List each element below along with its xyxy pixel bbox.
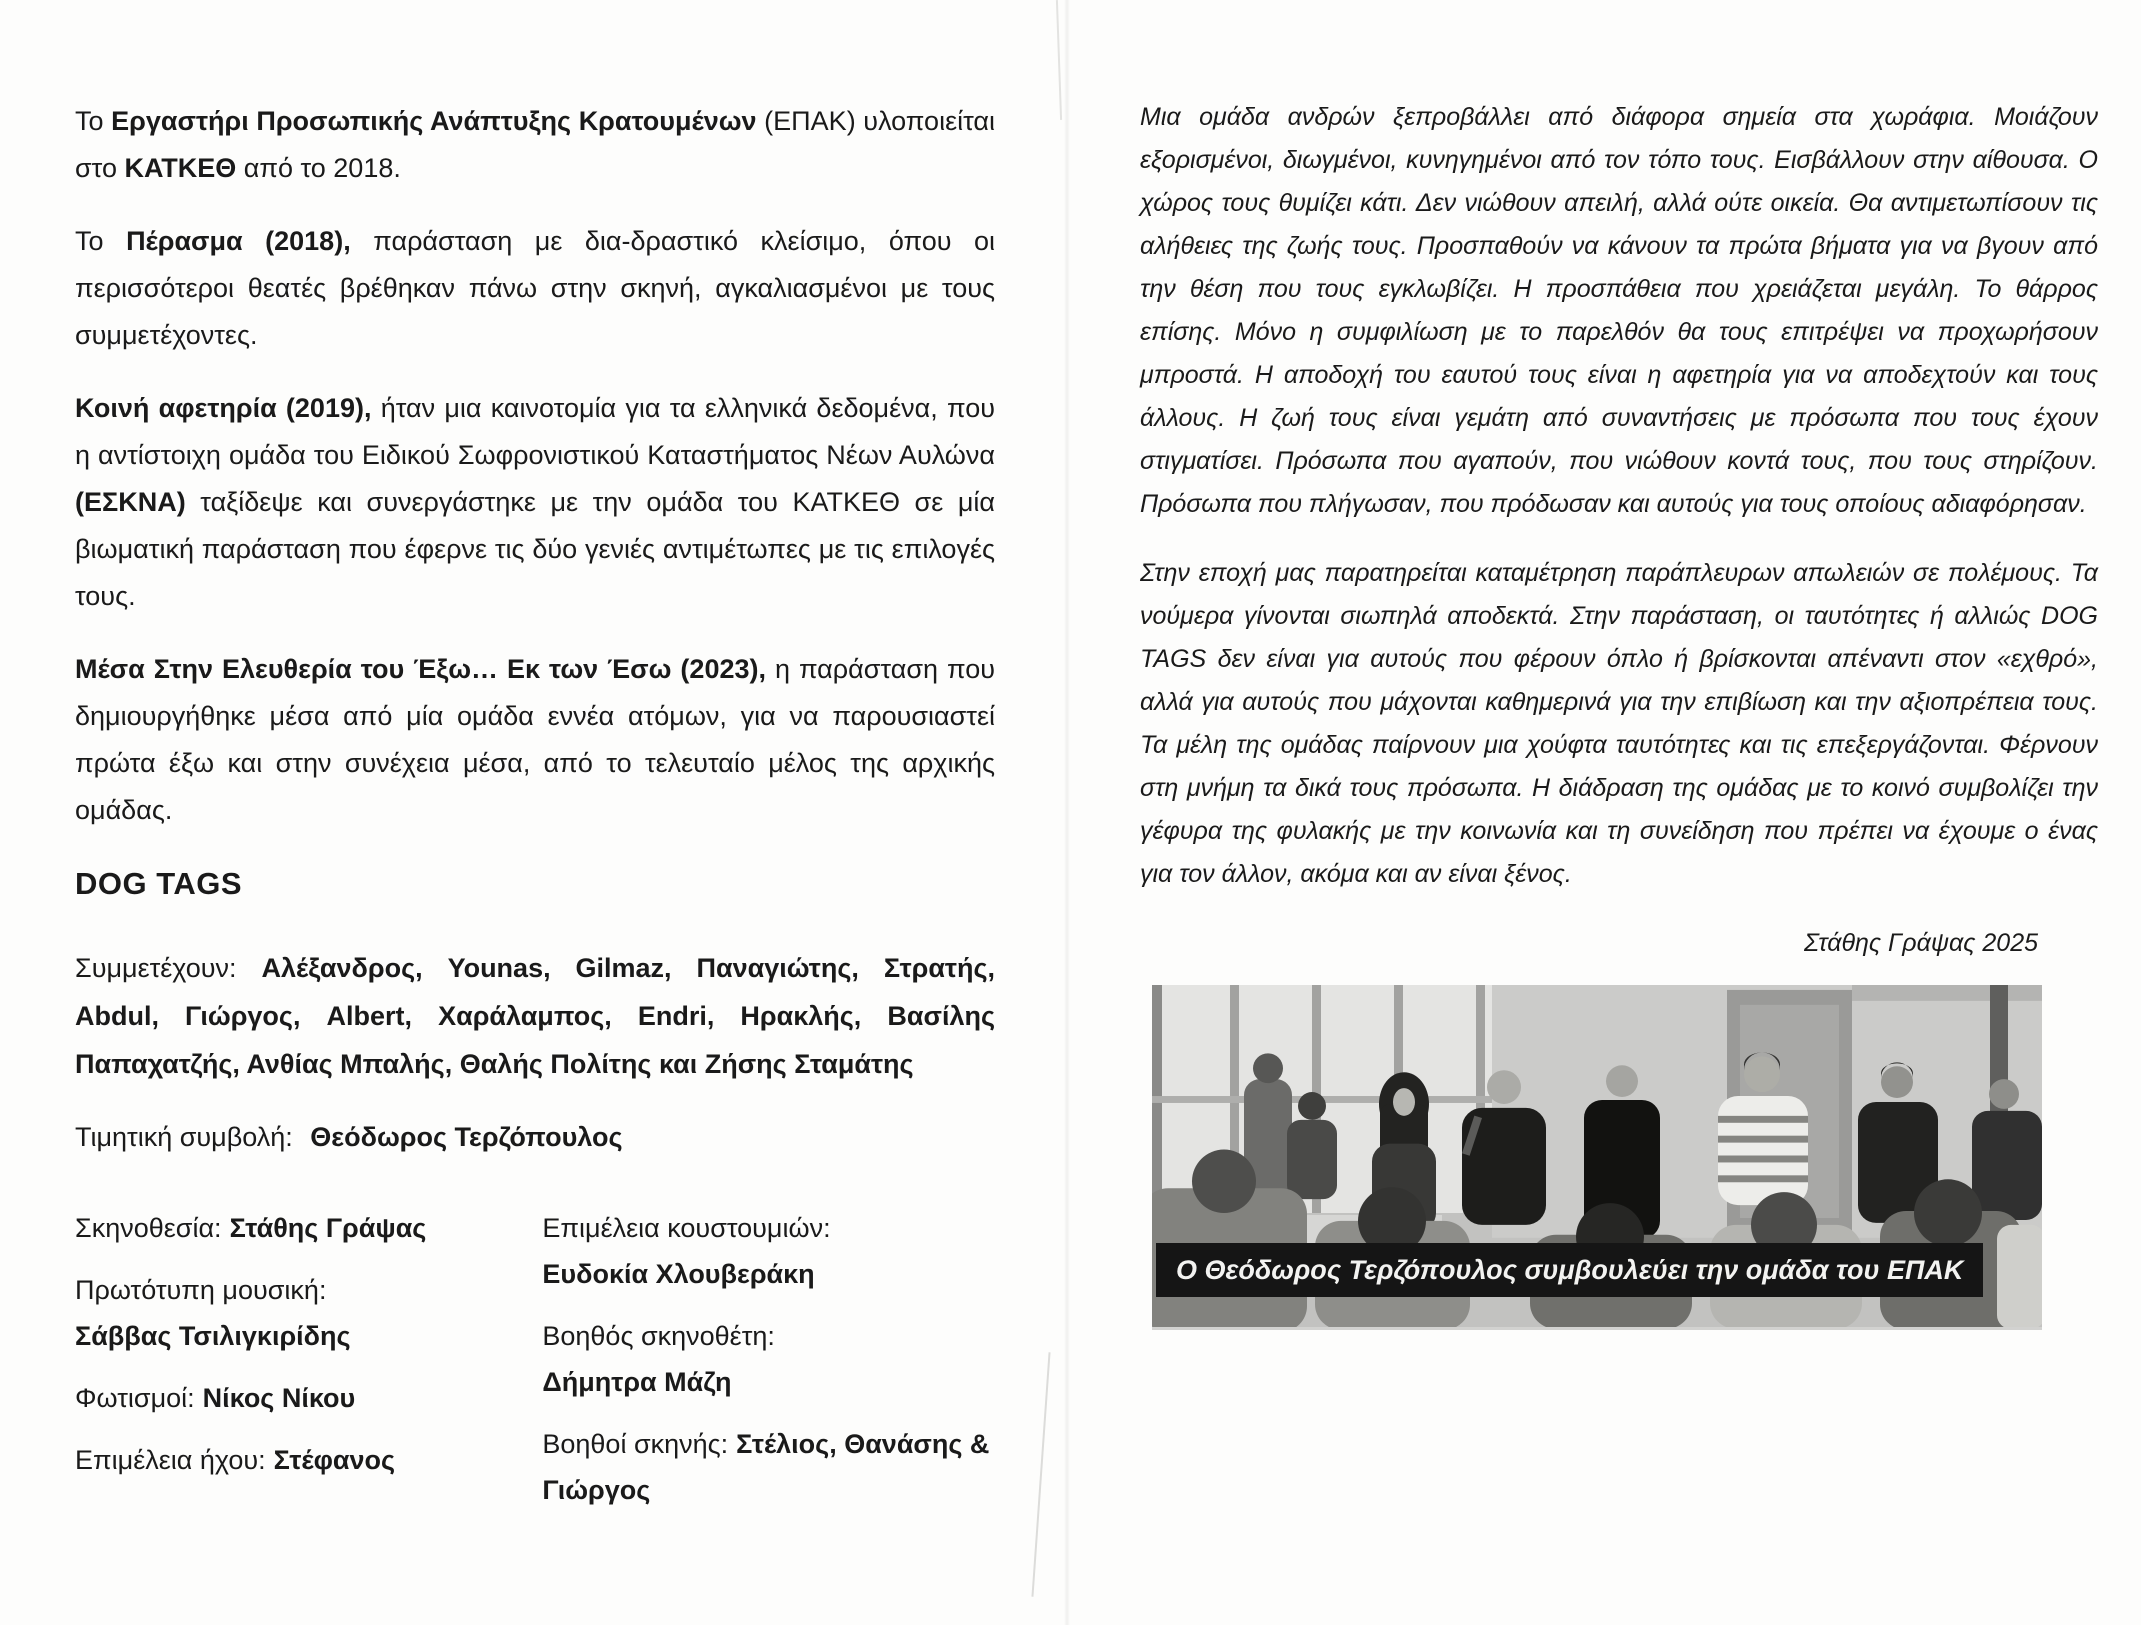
honorary-contribution	[75, 1114, 995, 1161]
participants-list	[75, 944, 995, 1088]
credit-item	[75, 1267, 482, 1359]
text-run: Το	[75, 226, 127, 256]
text-run: Συμμετέχουν:	[75, 953, 262, 983]
credit-person-name: Ευδοκία Χλουβεράκη	[542, 1259, 815, 1289]
text-run-bold: Κοινή αφετηρία (2019),	[75, 393, 372, 423]
credit-role-label: Επιμέλεια ήχου:	[75, 1445, 266, 1475]
credits-column-left	[75, 1205, 482, 1529]
left-page	[75, 0, 995, 1529]
fold-mark-bottom	[1031, 1352, 1050, 1597]
credit-item	[75, 1437, 482, 1483]
credit-role-label: Φωτισμοί:	[75, 1383, 195, 1413]
author-signature: Στάθης Γράψας 2025	[1804, 929, 2038, 957]
credit-role-label: Βοηθός σκηνοθέτη:	[542, 1321, 775, 1351]
credit-person-name: Στάθης Γράψας	[229, 1213, 427, 1243]
text-run: παράσταση με δια-δραστικό κλείσιμο, όπου οι περισσότεροι θεατές βρέθηκαν πάνω στην σκηνή, αγκαλιασμένοι με τους συμμετέχοντες.	[75, 226, 996, 350]
text-run-bold: Πέρασμα (2018),	[126, 226, 351, 256]
credit-role-label: Σκηνοθεσία:	[75, 1213, 222, 1243]
show-title: DOG TAGS	[75, 866, 243, 901]
page-fold-gutter	[1064, 0, 1070, 1625]
text-run: ήταν μια καινοτομία για τα ελληνικά δεδομένα, που η αντίστοιχη ομάδα του Ειδικού Σωφρονιστικού Καταστήματος Νέων Αυλώνα	[75, 393, 995, 470]
text-run: η παράσταση που δημιουργήθηκε μέσα από μία ομάδα εννέα ατόμων, για να παρουσιαστεί πρώτα έξω και στην συνέχεια μέσα, από το τελευταίο μέλος της αρχικής ομάδας.	[75, 654, 995, 825]
credit-person-name: Στέφανος	[273, 1445, 396, 1475]
credit-person-name: Σάββας Τσιλιγκιρίδης	[75, 1321, 351, 1351]
paragraph-perasma	[75, 218, 995, 359]
text-run: από το 2018.	[236, 153, 401, 183]
fold-mark-top	[1056, 0, 1062, 120]
right-page	[1140, 0, 2098, 1330]
text-run-bold: (ΕΣΚΝΑ)	[75, 487, 186, 517]
credit-role-label: Βοηθοί σκηνής:	[542, 1429, 729, 1459]
text-run-bold: ΚΑΤΚΕΘ	[124, 153, 237, 183]
credit-person-name: Στέλιος, Θανάσης & Γιώργος	[542, 1429, 990, 1505]
synopsis-paragraph-2: Στην εποχή μας παρατηρείται καταμέτρηση παράπλευρων απωλειών σε πολέμους. Τα νούμερα γίνονται σιωπηλά αποδεκτά. Στην παράσταση, οι ταυτότητες ή αλλιώς DOG TAGS δεν είναι για αυτούς που φέρουν όπλο ή βρίσκονται απέναντι στον «εχθρό», αλλά για αυτούς που μάχονται καθημερινά για την επιβίωση και την αξιοπρέπεια τους. Τα μέλη της ομάδας παίρνουν μια χούφτα ταυτότητες και τις επεξεργάζονται. Φέρνουν στη μνήμη τα δικά τους πρόσωπα. Η διάδραση της ομάδας με το κοινό συμβολίζει την γέφυρα της φυλακής με την κοινωνία και τη συνείδηση που πρέπει να έχουμε ο ένας για τον άλλον, ακόμα και αν είναι ξένος.	[1140, 559, 2098, 888]
text-run-bold: Εργαστήρι Προσωπικής Ανάπτυξης Κρατουμένων	[111, 106, 757, 136]
text-run: ταξίδεψε και συνεργάστηκε με την ομάδα του ΚΑΤΚΕΘ σε μία βιωματική παράσταση που έφερνε τις δύο γενιές αντιμέτωπες με τις επιλογές τους.	[75, 487, 995, 611]
photo-caption: Ο Θεόδωρος Τερζόπουλος συμβουλεύει την ομάδα του ΕΠΑΚ	[1156, 1243, 1983, 1297]
credit-role-label: Επιμέλεια κουστουμιών:	[542, 1213, 831, 1243]
text-run: (ΕΠΑΚ) υλοποιείται στο	[75, 106, 995, 183]
credit-item	[75, 1205, 482, 1251]
credit-item	[542, 1421, 995, 1513]
paragraph-epak	[75, 98, 995, 192]
credit-item	[542, 1313, 995, 1405]
group-photo	[1152, 985, 2042, 1330]
credit-person-name: Νίκος Νίκου	[202, 1383, 356, 1413]
paragraph-mesa-stin-eleftheria	[75, 646, 995, 834]
paragraph-koini-afetiria	[75, 385, 995, 620]
credits-section	[75, 1205, 995, 1529]
synopsis-paragraph-1: Μια ομάδα ανδρών ξεπροβάλλει από διάφορα σημεία στα χωράφια. Μοιάζουν εξορισμένοι, διωγμένοι, κυνηγημένοι από τον τόπο τους. Εισβάλλουν στην αίθουσα. Ο χώρος τους θυμίζει κάτι. Δεν νιώθουν απειλή, αλλά ούτε οικεία. Θα αντιμετωπίσουν τις αλήθειες της ζωής τους. Προσπαθούν να κάνουν τα πρώτα βήματα για να βγουν από την θέση που τους εγκλωβίζει. Η προσπάθεια που χρειάζεται μεγάλη. Το θάρρος επίσης. Μόνο η συμφιλίωση με το παρελθόν θα τους επιτρέψει να προχωρήσουν μπροστά. Η αποδοχή του εαυτού τους είναι η αφετηρία για να αποδεχτούν και τους άλλους. Η ζωή τους είναι γεμάτη από συναντήσεις με πρόσωπα που τους έχουν στιγματίσει. Πρόσωπα που αγαπούν, που νιώθουν κοντά τους, που τους στηρίζουν. Πρόσωπα που πλήγωσαν, που πρόδωσαν και αυτούς για τους οποίους αδιαφόρησαν.	[1140, 103, 2098, 518]
credit-role-label: Πρωτότυπη μουσική:	[75, 1275, 327, 1305]
text-run: Το	[75, 106, 112, 136]
text-run-bold: Μέσα Στην Ελευθερία του Έξω… Εκ των Έσω (2023),	[75, 654, 766, 684]
text-run-bold: Αλέξανδρος, Younas, Gilmaz, Παναγιώτης, Στρατής, Abdul, Γιώργος, Albert, Χαράλαμπος, Endri, Ηρακλής, Βασίλης Παπαχατζής, Ανθίας Μπαλής, Θαλής Πολίτης και Ζήσης Σταμάτης	[75, 953, 996, 1079]
text-run-bold: Θεόδωρος Τερζόπουλος	[310, 1122, 623, 1152]
credit-item	[542, 1205, 995, 1297]
credits-column-right	[542, 1205, 995, 1529]
credit-item	[75, 1375, 482, 1421]
text-run: Τιμητική συμβολή:	[75, 1122, 301, 1152]
credit-person-name: Δήμητρα Μάζη	[542, 1367, 732, 1397]
